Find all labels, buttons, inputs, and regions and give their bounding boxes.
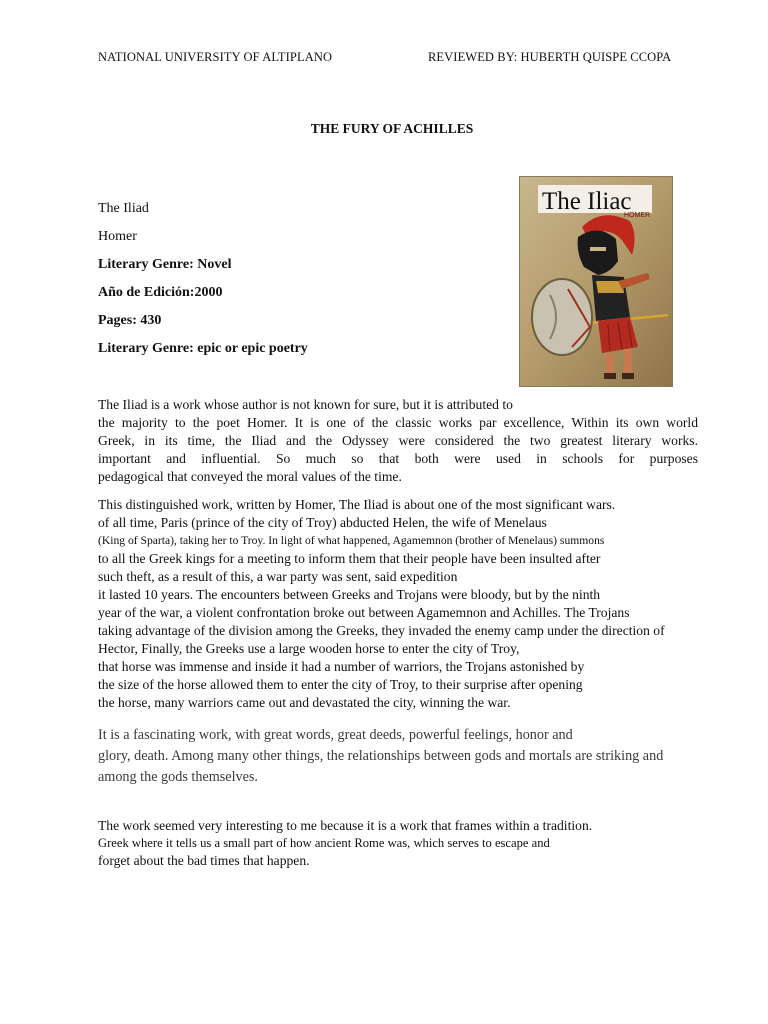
book-cover-image — [519, 176, 673, 387]
p3-line-2: glory, death. Among many other things, the relationships between gods and mortals are striking and — [98, 748, 664, 764]
p2-line-6: it lasted 10 years. The encounters between Greeks and Trojans were bloody, but by the ninth — [98, 587, 601, 602]
p4-line-3: forget about the bad times that happen. — [98, 853, 310, 868]
p2-line-9: Hector, Finally, the Greeks use a large wooden horse to enter the city of Troy, — [98, 641, 520, 656]
cover-title: The Iliac — [542, 188, 632, 215]
p2-line-8: taking advantage of the division among the Greeks, they invaded the enemy camp under the direction of — [98, 623, 665, 638]
p2-line-4: to all the Greek kings for a meeting to inform them that their people have been insulted after — [98, 551, 601, 566]
book-pages: Pages: 430 — [98, 313, 162, 328]
cover-author: HOMER — [624, 212, 651, 219]
p3-line-3: among the gods themselves. — [98, 769, 258, 785]
p2-line-2: of all time, Paris (prince of the city of Troy) abducted Helen, the wife of Menelaus — [98, 515, 547, 530]
book-title: The Iliad — [98, 201, 149, 216]
achilles-illustration — [520, 177, 672, 386]
p2-line-7: year of the war, a violent confrontation broke out between Agamemnon and Achilles. The Trojans — [98, 605, 630, 620]
p1-line-1: The Iliad is a work whose author is not known for sure, but it is attributed to — [98, 397, 513, 412]
p4-line-1: The work seemed very interesting to me because it is a work that frames within a tradition. — [98, 818, 593, 833]
p2-line-3: (King of Sparta), taking her to Troy. In light of what happened, Agamemnon (brother of Menelaus) summons — [98, 534, 605, 547]
book-genre: Literary Genre: Novel — [98, 257, 232, 272]
document-title: THE FURY OF ACHILLES — [310, 121, 474, 136]
book-literary-genre: Literary Genre: epic or epic poetry — [98, 341, 308, 356]
p2-line-11: the size of the horse allowed them to enter the city of Troy, to their surprise after opening — [98, 677, 583, 692]
p1-line-4: important and influential. So much so that both were used in schools for purposes — [98, 451, 698, 466]
p4-line-2: Greek where it tells us a small part of how ancient Rome was, which serves to escape and — [98, 836, 550, 850]
p2-line-10: that horse was immense and inside it had a number of warriors, the Trojans astonished by — [98, 659, 585, 674]
header-university: NATIONAL UNIVERSITY OF ALTIPLANO — [98, 50, 333, 64]
p3-line-1: It is a fascinating work, with great words, great deeds, powerful feelings, honor and — [98, 727, 573, 743]
p2-line-12: the horse, many warriors came out and devastated the city, winning the war. — [98, 695, 511, 710]
p1-line-5: pedagogical that conveyed the moral values of the time. — [98, 469, 402, 484]
p2-line-1: This distinguished work, written by Homer, The Iliad is about one of the most significant wars. — [98, 497, 616, 512]
book-edition-year: Año de Edición:2000 — [98, 285, 223, 300]
p1-line-2: the majority to the poet Homer. It is one of the classic works par excellence, Within its own world — [98, 415, 698, 430]
header-reviewer: REVIEWED BY: HUBERTH QUISPE CCOPA — [428, 50, 672, 64]
p2-line-5: such theft, as a result of this, a war party was sent, said expedition — [98, 569, 458, 584]
p1-line-3: Greek, in its time, the Iliad and the Odyssey were considered the two greatest literary works. — [98, 433, 698, 448]
book-author: Homer — [98, 229, 137, 244]
